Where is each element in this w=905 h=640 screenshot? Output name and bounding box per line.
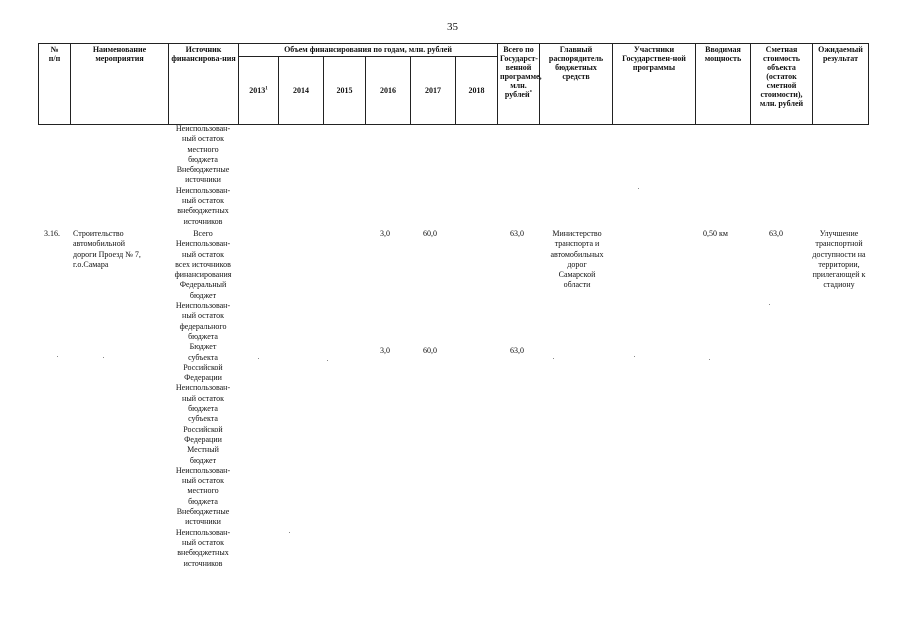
- result-line: стадиону: [823, 280, 855, 290]
- result-line: территории,: [818, 259, 860, 269]
- source-line: Федерации: [184, 434, 222, 444]
- result-line: транспортной: [815, 239, 863, 249]
- header-source: Источник финансирова-ния: [169, 44, 239, 125]
- source-line: Неиспользован-: [175, 527, 231, 537]
- source-line: Внебюджетные: [176, 507, 230, 517]
- source-line: бюджет: [189, 455, 217, 465]
- manager-line: транспорта и: [554, 239, 600, 249]
- row-manager: [534, 229, 620, 291]
- scan-speck: [769, 304, 770, 305]
- source-line: Неиспользован-: [175, 239, 231, 249]
- page-number: 35: [447, 21, 458, 33]
- source-line: Федерации: [184, 373, 222, 383]
- source-line: Неиспользован-: [175, 301, 231, 311]
- source-line: Российской: [183, 424, 223, 434]
- header-result: Ожидаемый результат: [813, 44, 869, 125]
- year-2013-label: 2013: [249, 86, 266, 95]
- header-total: [498, 44, 540, 125]
- total-2016-value: 3,0: [380, 229, 390, 238]
- header-year-2014: 2014: [279, 57, 324, 125]
- scan-speck: [103, 357, 104, 358]
- source-line: федерального: [179, 321, 227, 331]
- name-line: дороги Проезд № 7,: [73, 249, 141, 259]
- source-line: внебюджетных: [177, 548, 229, 558]
- source-line: ный остаток: [182, 393, 224, 403]
- header-name: Наименование мероприятия: [71, 44, 169, 125]
- source-line: ный остаток: [182, 311, 224, 321]
- source-line: источники: [185, 517, 221, 527]
- manager-line: Министерство: [552, 229, 602, 238]
- source-line: Неиспользован-: [175, 124, 231, 133]
- manager-line: Самарской: [558, 270, 596, 280]
- header-participants: Участники Государствен-ной программы: [613, 44, 696, 125]
- scan-speck: [638, 188, 639, 189]
- manager-line: автомобильных: [550, 249, 604, 259]
- source-line: ный остаток: [182, 134, 224, 144]
- row-cost: 63,0: [769, 229, 783, 238]
- name-line: г.о.Самара: [73, 259, 109, 269]
- source-line: Бюджет: [189, 342, 217, 352]
- source-line: ный остаток: [182, 196, 224, 206]
- source-line: ный остаток: [182, 476, 224, 486]
- manager-line: дорог: [567, 259, 587, 269]
- row-number: 3.16.: [44, 229, 60, 238]
- source-line: бюджета: [188, 331, 218, 341]
- name-line: Строительство: [73, 229, 124, 238]
- header-year-2018: 2018: [456, 57, 498, 125]
- year-2013-footnote: 1: [265, 86, 268, 92]
- source-line: Российской: [183, 362, 223, 372]
- source-line: Местный: [187, 445, 219, 455]
- source-line: Федеральный: [179, 280, 227, 290]
- scan-speck: [634, 356, 635, 357]
- manager-line: области: [563, 280, 591, 290]
- header-funding-group: Объем финансирования по годам, млн. рублей: [239, 44, 498, 57]
- source-line: источники: [185, 175, 221, 185]
- source-line: Неиспользован-: [175, 465, 231, 475]
- source-line: всех источников: [175, 259, 231, 269]
- regional-2017-value: 60,0: [423, 346, 437, 355]
- header-num: № п/п: [39, 44, 71, 125]
- header-cost: Сметная стоимость объекта (остаток сметной стоимости), млн. рублей: [751, 44, 813, 125]
- header-year-2013: [239, 57, 279, 125]
- source-line: субъекта: [188, 352, 218, 362]
- result-line: прилегающей к: [812, 270, 866, 280]
- source-line: ный остаток: [182, 249, 224, 259]
- source-line: Неиспользован-: [175, 185, 231, 195]
- row-expected-result: [807, 229, 871, 291]
- result-line: Улучшение: [819, 229, 859, 238]
- source-line: бюджета: [188, 404, 218, 414]
- financing-table-header: [38, 43, 869, 125]
- scan-speck: [57, 356, 58, 357]
- row-capacity: 0,50 км: [703, 229, 728, 238]
- source-line: внебюджетных: [177, 206, 229, 216]
- header-total-footnote: *: [529, 90, 533, 96]
- scan-speck: [709, 359, 710, 360]
- source-line: Внебюджетные: [176, 165, 230, 175]
- source-line: ный остаток: [182, 537, 224, 547]
- source-line: финансирования: [174, 270, 232, 280]
- source-line: бюджет: [189, 290, 217, 300]
- row-name: [73, 229, 168, 270]
- carry-over-source-list: [170, 124, 236, 227]
- total-program-value: 63,0: [510, 229, 524, 238]
- header-year-2015: 2015: [324, 57, 366, 125]
- source-line: бюджета: [188, 154, 218, 164]
- scan-speck: [258, 358, 259, 359]
- scan-speck: [327, 360, 328, 361]
- regional-program-value: 63,0: [510, 346, 524, 355]
- source-line: Всего: [193, 229, 213, 238]
- source-line: местного: [187, 144, 219, 154]
- result-line: доступности на: [812, 249, 866, 259]
- header-year-2016: 2016: [366, 57, 411, 125]
- scan-speck: [553, 358, 554, 359]
- header-total-label: Всего по Государст-венной программе, млн. рублей: [500, 45, 542, 99]
- total-2017-value: 60,0: [423, 229, 437, 238]
- source-line: субъекта: [188, 414, 218, 424]
- source-line: бюджета: [188, 496, 218, 506]
- header-capacity: Вводимая мощность: [696, 44, 751, 125]
- header-year-2017: 2017: [411, 57, 456, 125]
- source-line: местного: [187, 486, 219, 496]
- row-source-list: [170, 229, 236, 569]
- scan-speck: [289, 532, 290, 533]
- name-line: автомобильной: [73, 239, 125, 249]
- header-manager: Главный распорядитель бюджетных средств: [540, 44, 613, 125]
- source-line: источников: [183, 216, 223, 226]
- source-line: источников: [183, 558, 223, 568]
- source-line: Неиспользован-: [175, 383, 231, 393]
- regional-2016-value: 3,0: [380, 346, 390, 355]
